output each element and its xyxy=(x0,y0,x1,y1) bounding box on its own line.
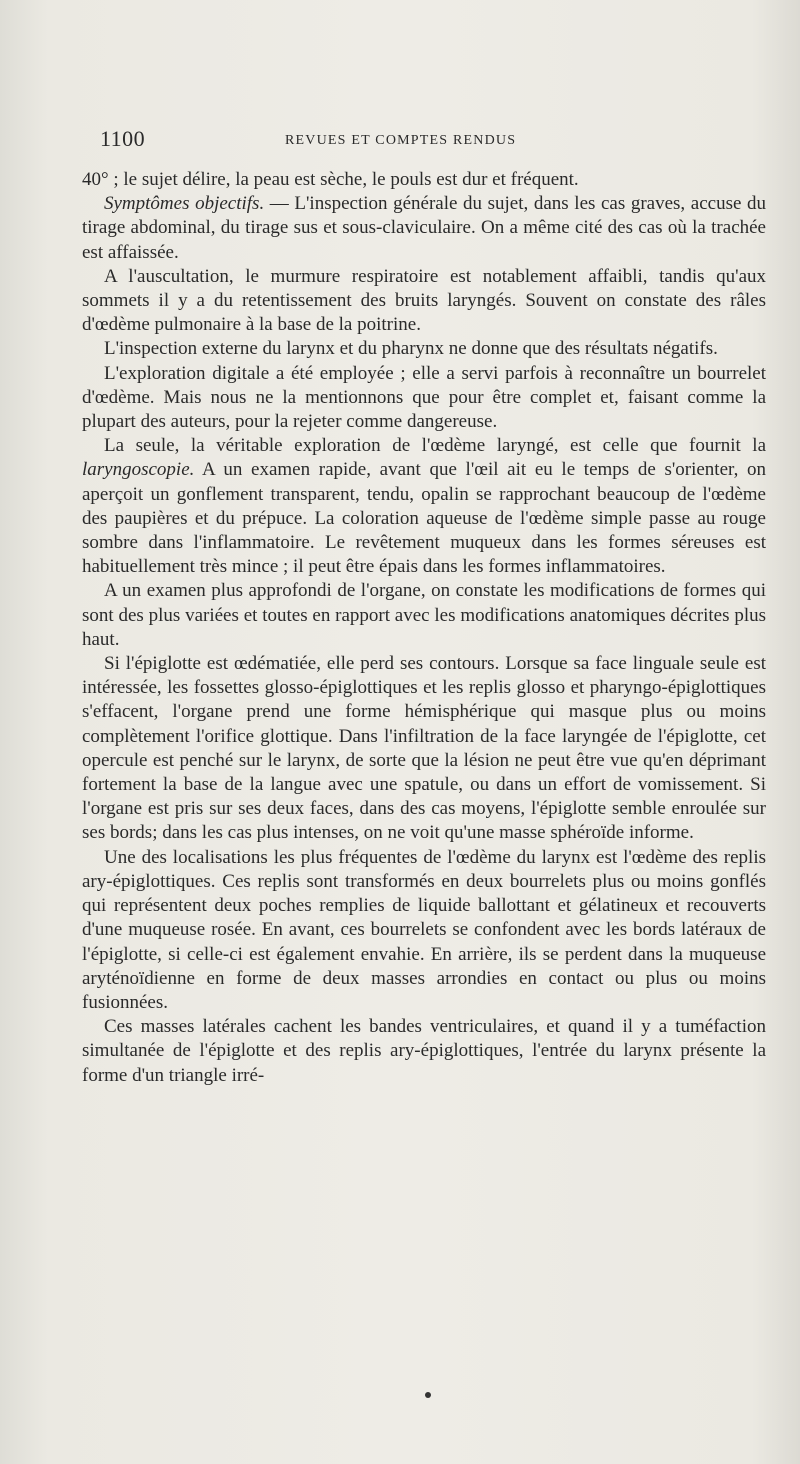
paragraph: La seule, la véritable exploration de l'œdème laryngé, est celle que fournit la laryngoscopie. A un examen rapide, avant que l'œil ait eu le temps de s'orienter, on aperçoit un gonflement transparent, tendu, opalin se rapprochant beaucoup de l'œdème des paupières et du prépuce. La coloration aqueuse de l'œdème simple passe au rouge sombre dans l'inflammatoire. Le revêtement muqueux dans les formes séreuses est habituellement très mince ; il peut être épais dans les formes inflammatoires. xyxy=(82,435,766,578)
paragraph: L'inspection externe du larynx et du pharynx ne donne que des résultats négatifs. xyxy=(104,338,718,360)
paragraph: L'exploration digitale a été employée ; elle a servi parfois à reconnaître un bourrelet d'œdème. Mais nous ne la mentionnons que pour être complet et, faisant comme la plupart des auteurs, pour la rejeter comme dangereuse. xyxy=(82,362,766,433)
paragraph: A un examen plus approfondi de l'organe, on constate les modifications de formes qui sont des plus variées et toutes en rapport avec les modifications anatomiques décrites plus haut. xyxy=(82,580,766,650)
paragraph: Ces masses latérales cachent les bandes ventriculaires, et quand il y a tuméfaction simultanée de l'épiglotte et des replis ary-épiglottiques, l'entrée du larynx présente la forme d'un triangle irré- xyxy=(82,1016,766,1086)
page-mark-dot xyxy=(425,1392,431,1398)
paragraph: Une des localisations les plus fréquentes de l'œdème du larynx est l'œdème des replis ary-épiglottiques. Ces replis sont transformés en deux bourrelets plus ou moins gonflés qui représentent deux poches remplies de liquide ballottant et gélatineux et recouverts d'une muqueuse rosée. En avant, ces bourrelets se confondent avec les bords latéraux de l'épiglotte, si celle-ci est également envahie. En arrière, ils se perdent dans la muqueuse aryténoïdienne en forme de deux masses arrondies en contact ou plus ou moins fusionnées. xyxy=(82,846,766,1013)
italic-term: laryngoscopie. xyxy=(82,459,195,481)
running-title: REVUES ET COMPTES RENDUS xyxy=(285,133,517,148)
paragraph: Si l'épiglotte est œdématiée, elle perd ses contours. Lorsque sa face linguale seule est intéressée, les fossettes glosso-épiglottiques et les replis glosso et pharyngo-épiglottiques s'effacent, l'organe prend une forme hémisphérique qui masque plus ou moins complètement l'orifice glottique. Dans l'infiltration de la face laryngée de l'épiglotte, cet opercule est penché sur le larynx, de sorte que la lésion ne peut être vue qu'en déprimant fortement la base de la langue avec une spatule, ou dans un effort de vomissement. Si l'organe est pris sur ses deux faces, dans des cas moyens, l'épiglotte semble enroulée sur ses bords; dans les cas plus intenses, on ne voit qu'une masse sphéroïde informe. xyxy=(82,653,766,844)
page-header xyxy=(100,126,700,152)
paragraph: A l'auscultation, le murmure respiratoire est notablement affaibli, tandis qu'aux sommets il y a du retentissement des bruits laryngés. Souvent on constate des râles d'œdème pulmonaire à la base de la poitrine. xyxy=(82,265,766,336)
subheading: Symptômes objectifs. xyxy=(104,193,265,215)
body-text xyxy=(82,168,766,1088)
page-number: 1100 xyxy=(100,126,146,151)
paragraph: 40° ; le sujet délire, la peau est sèche, le pouls est dur et fréquent. xyxy=(82,169,579,190)
paragraph: Symptômes objectifs. — L'inspection générale du sujet, dans les cas graves, accuse du tirage abdominal, du tirage sus et sous-claviculaire. On a même cité des cas où la trachée est affaissée. xyxy=(82,193,766,263)
